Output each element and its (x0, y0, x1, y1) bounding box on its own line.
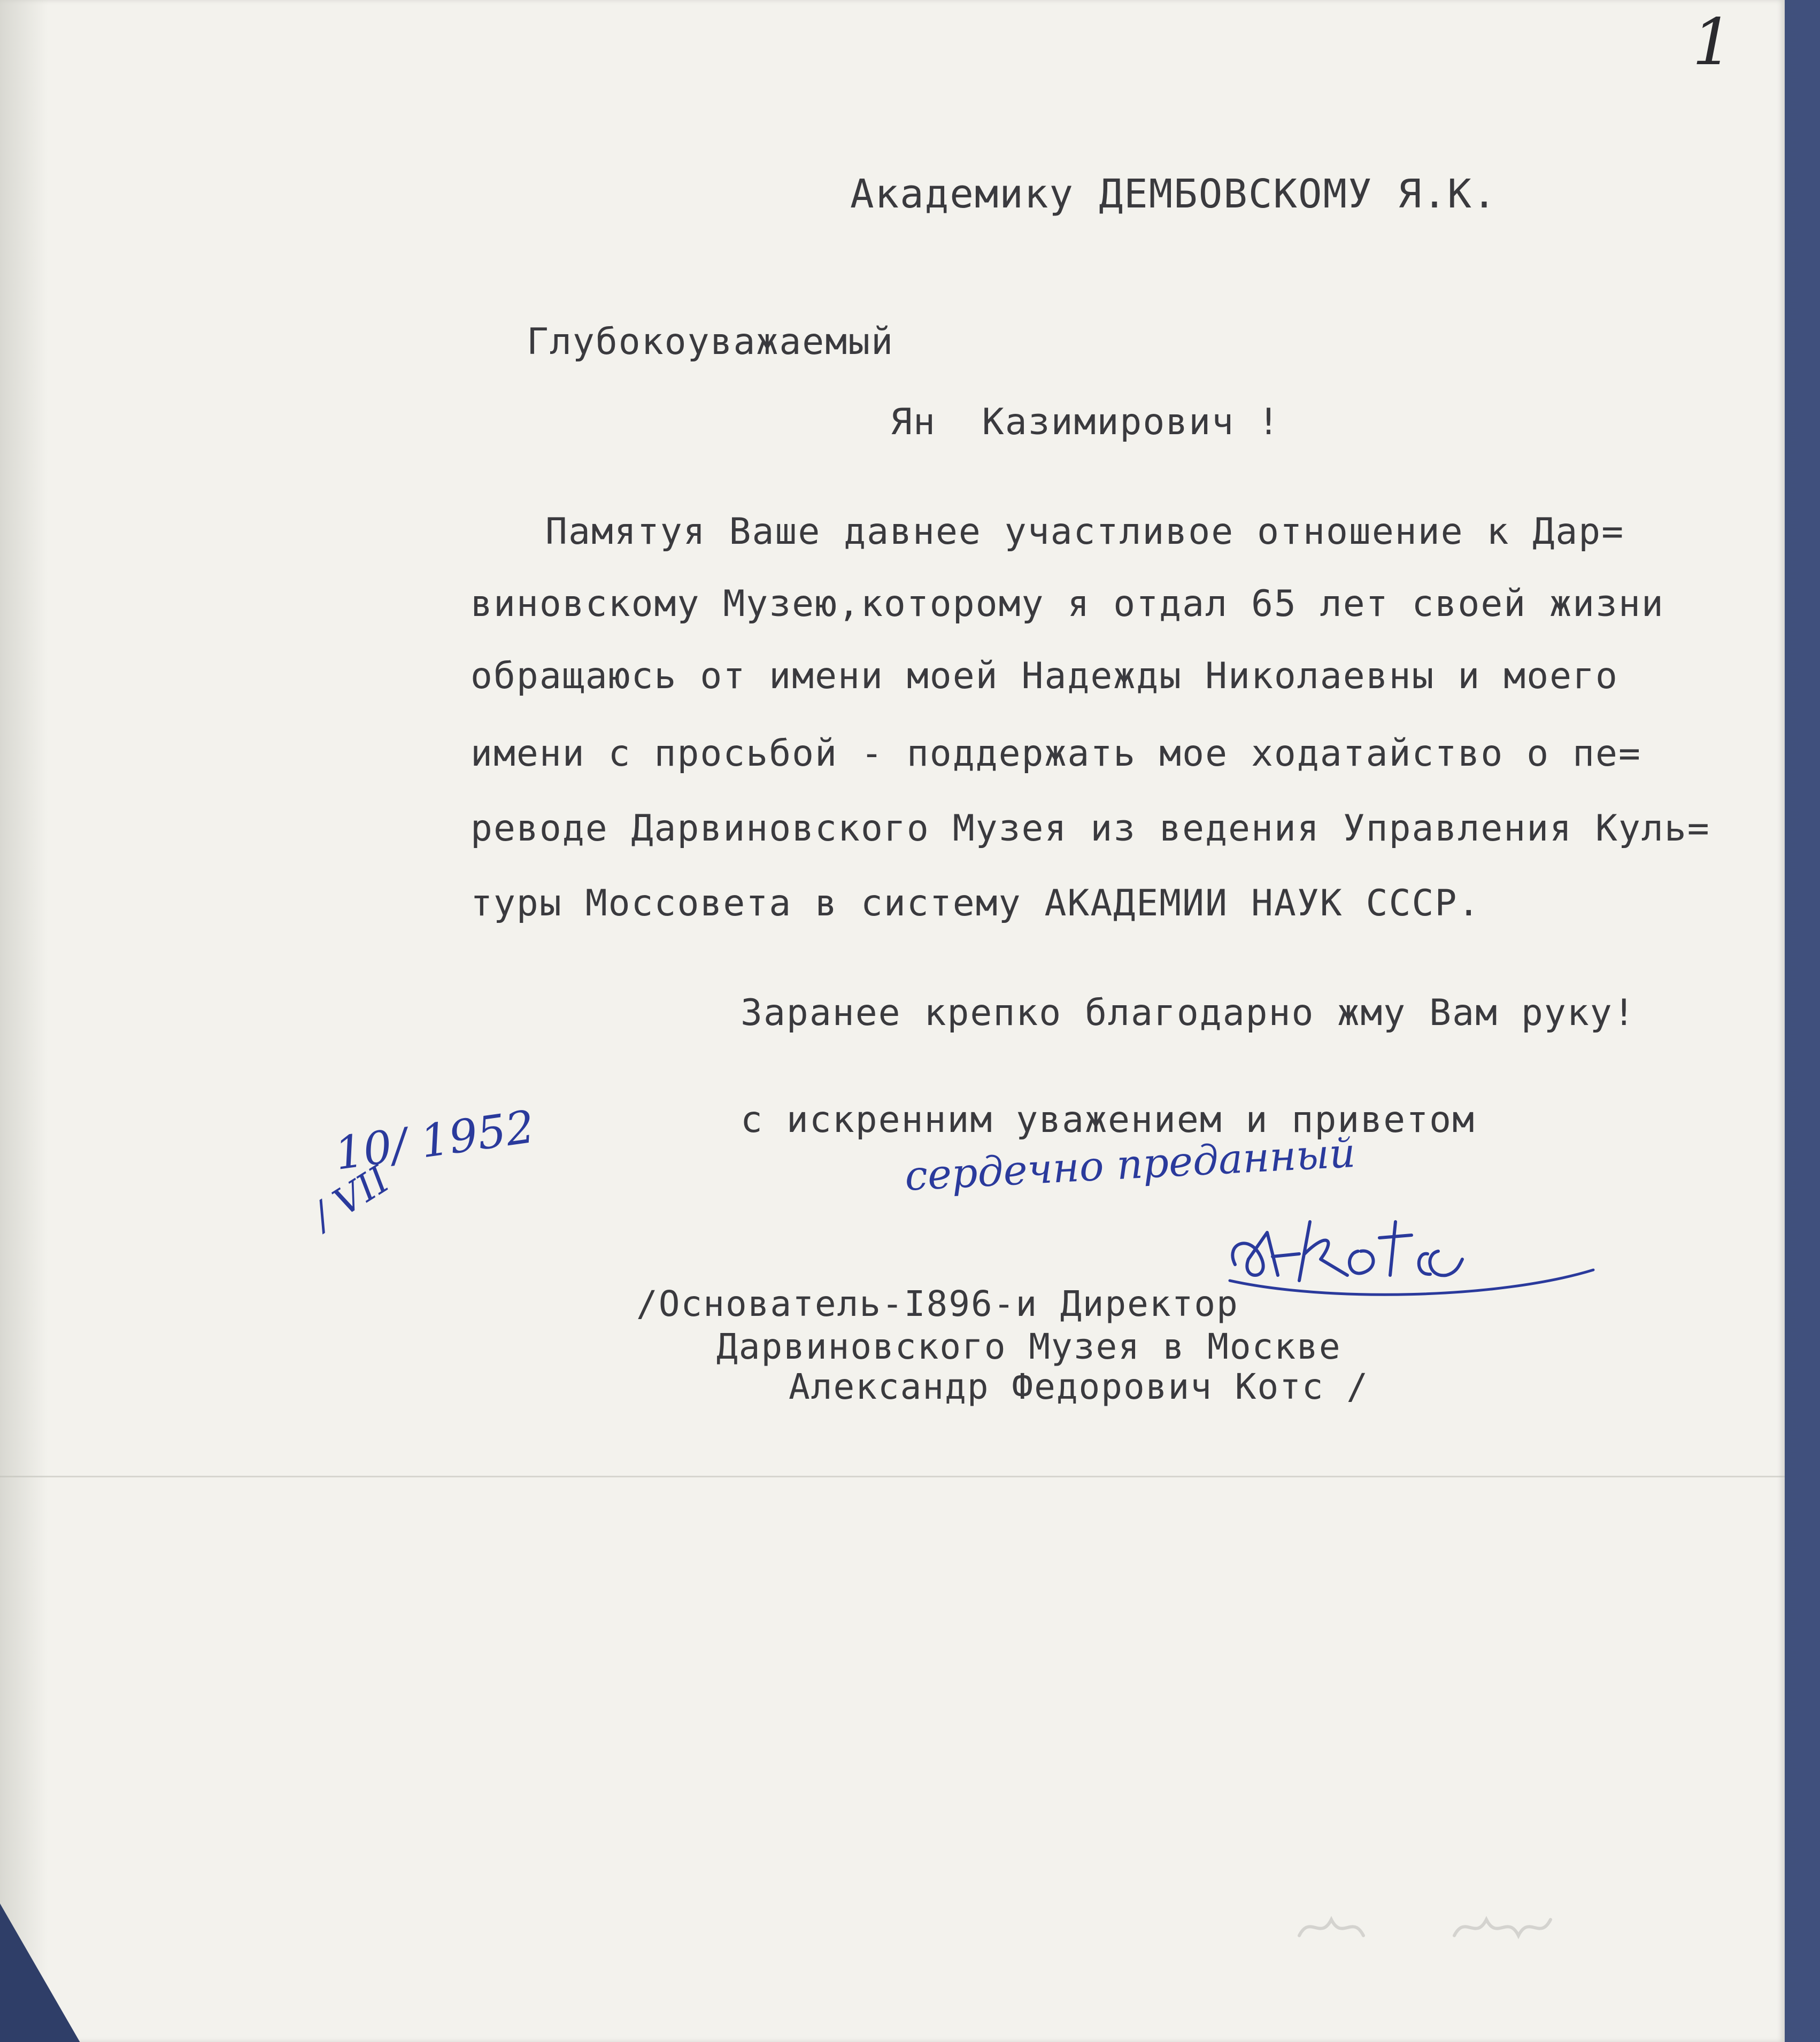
handwritten-date-month: / VII (305, 1157, 397, 1238)
salutation-line-1: Глубокоуважаемый (527, 321, 894, 363)
signature-block-line: /Основатель-I896-и Директор (636, 1283, 1239, 1324)
sheet-edge-shadow (0, 0, 48, 2042)
signature-block-line: Дарвиновского Музея в Москве (716, 1326, 1341, 1367)
body-line: реводе Дарвиновского Музея из ведения Управления Куль= (471, 807, 1710, 850)
handwritten-signature (1219, 1200, 1604, 1307)
body-line: имени с просьбой - поддержать мое ходатайство о пе= (471, 733, 1641, 775)
torn-corner (0, 1904, 80, 2042)
handwritten-date: 10/ 1952 (331, 1100, 538, 1181)
signature-block-line: Александр Федорович Котс / (789, 1366, 1369, 1407)
salutation-line-2: Ян Казимирович ! (890, 401, 1281, 443)
body-line: Памятуя Ваше давнее участливое отношение к Дар= (545, 511, 1625, 553)
handwritten-closing: сердечно преданный (904, 1128, 1357, 1200)
addressee-line: Академику ДЕМБОВСКОМУ Я.К. (850, 171, 1498, 217)
faint-bleedthrough-marks (1294, 1909, 1593, 1946)
body-line: туры Моссовета в систему АКАДЕМИИ НАУК СССР. (471, 882, 1481, 924)
paper-fold-line (0, 1476, 1785, 1477)
body-line: виновскому Музею,которому я отдал 65 лет своей жизни (471, 583, 1664, 625)
page-number-mark: 1 (1692, 5, 1733, 80)
body-line: обращаюсь от имени моей Надежды Николаевны и моего (471, 655, 1618, 697)
closing-thanks-line: Заранее крепко благодарно жму Вам руку! (741, 992, 1636, 1034)
closing-regards-line: с искренним уважением и приветом (741, 1099, 1476, 1141)
